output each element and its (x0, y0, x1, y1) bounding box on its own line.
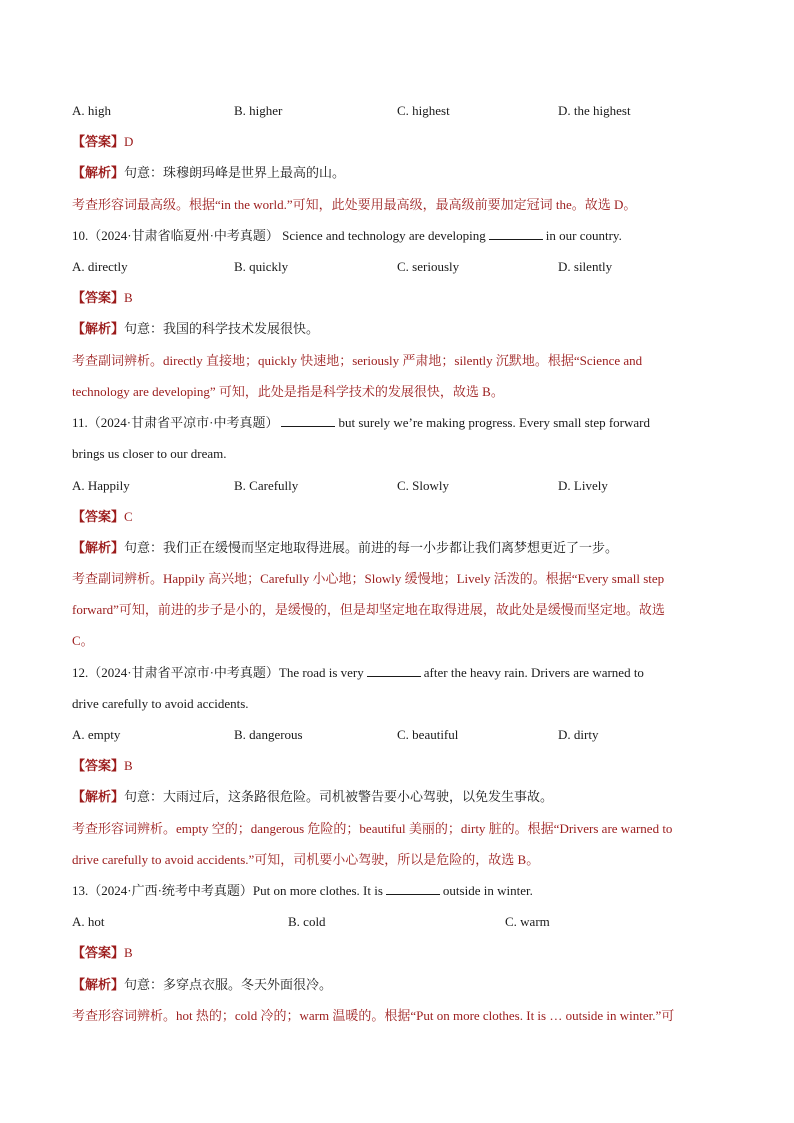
stem-pre: The road is very (278, 665, 364, 680)
question-source: （2024·甘肃省平凉市·中考真题） (87, 415, 279, 430)
q13-option-b: B. cold (288, 914, 326, 929)
answer-value: B (124, 290, 133, 305)
q11-option-c: C. Slowly (397, 478, 450, 493)
meaning-text: 句意：我国的科学技术发展很快。 (124, 321, 320, 336)
question-source: （2024·广西·统考中考真题） (88, 883, 253, 898)
analysis-tag: 【解析】 (72, 540, 125, 555)
q9-answer (72, 134, 133, 150)
q11-meaning (72, 540, 618, 556)
q12-stem-line2: drive carefully to avoid accidents. (72, 696, 249, 711)
q11-explain-1: 考查副词辨析。Happily 高兴地；Carefully 小心地；Slowly 缓慢地；Lively 活泼的。根据“Every small step (72, 571, 665, 586)
q11-option-d: D. Lively (558, 478, 608, 493)
question-number: 12. (72, 665, 89, 680)
answer-value: B (124, 945, 133, 960)
q12-option-b: B. dangerous (234, 727, 303, 742)
q13-stem (72, 883, 533, 899)
q11-explain-3: C。 (72, 633, 94, 648)
stem-pre: Put on more clothes. It is (252, 883, 383, 898)
question-number: 13. (72, 883, 89, 898)
q12-stem (72, 665, 644, 681)
q10-option-d: D. silently (558, 259, 613, 274)
answer-value: D (124, 134, 134, 149)
answer-tag: 【答案】 (72, 134, 125, 149)
q10-meaning (72, 321, 319, 337)
blank (386, 883, 440, 895)
meaning-text: 句意：我们正在缓慢而坚定地取得进展。前进的每一小步都让我们离梦想更近了一步。 (124, 540, 619, 555)
q13-meaning (72, 977, 332, 993)
stem-post: but surely we’re making progress. Every small step forward (338, 415, 651, 430)
question-source: （2024·甘肃省平凉市·中考真题） (88, 665, 279, 680)
q10-option-a: A. directly (72, 259, 128, 274)
q11-option-a: A. Happily (72, 478, 130, 493)
answer-tag: 【答案】 (72, 509, 125, 524)
stem-post: in our country. (545, 228, 622, 243)
q11-explain-2: forward”可知，前进的步子是小的，是缓慢的，但是却坚定地在取得进展，故此处是缓慢而坚定地。故选 (72, 602, 665, 617)
q13-option-c: C. warm (505, 914, 550, 929)
q13-option-a: A. hot (72, 914, 105, 929)
analysis-tag: 【解析】 (72, 165, 125, 180)
analysis-tag: 【解析】 (72, 977, 125, 992)
q11-stem (72, 415, 650, 431)
q11-answer (72, 509, 133, 525)
q11-option-b: B. Carefully (234, 478, 299, 493)
q9-option-c: C. highest (397, 103, 450, 118)
answer-tag: 【答案】 (72, 945, 125, 960)
q11-stem-line2: brings us closer to our dream. (72, 446, 227, 461)
meaning-text: 句意：大雨过后，这条路很危险。司机被警告要小心驾驶，以免发生事故。 (124, 789, 554, 804)
q13-explain-1: 考查形容词辨析。hot 热的；cold 冷的；warm 温暖的。根据“Put on more clothes. It is … outside in winter.”可 (72, 1008, 675, 1023)
stem-post: after the heavy rain. Drivers are warned to (423, 665, 644, 680)
q12-meaning (72, 789, 553, 805)
answer-value: C (124, 509, 133, 524)
blank (489, 228, 543, 240)
q10-answer (72, 290, 133, 306)
answer-tag: 【答案】 (72, 758, 125, 773)
analysis-tag: 【解析】 (72, 789, 125, 804)
q10-option-b: B. quickly (234, 259, 289, 274)
question-source: （2024·甘肃省临夏州·中考真题） (88, 228, 279, 243)
question-number: 11. (72, 415, 88, 430)
answer-tag: 【答案】 (72, 290, 125, 305)
q12-explain-2: drive carefully to avoid accidents.”可知，司机要小心驾驶，所以是危险的，故选 B。 (72, 852, 540, 867)
stem-post: outside in winter. (442, 883, 533, 898)
stem-pre: Science and technology are developing (282, 228, 486, 243)
question-number: 10. (72, 228, 89, 243)
answer-value: B (124, 758, 133, 773)
q9-option-b: B. higher (234, 103, 283, 118)
q12-answer (72, 758, 133, 774)
meaning-text: 句意：多穿点衣服。冬天外面很冷。 (124, 977, 333, 992)
q10-option-c: C. seriously (397, 259, 460, 274)
q9-option-a: A. high (72, 103, 111, 118)
q12-option-c: C. beautiful (397, 727, 459, 742)
q9-explain-1: 考查形容词最高级。根据“in the world.”可知，此处要用最高级，最高级前要加定冠词 the。故选 D。 (72, 197, 637, 212)
q9-option-d: D. the highest (558, 103, 631, 118)
q12-option-a: A. empty (72, 727, 121, 742)
blank (367, 665, 421, 677)
q12-explain-1: 考查形容词辨析。empty 空的；dangerous 危险的；beautiful 美丽的；dirty 脏的。根据“Drivers are warned to (72, 821, 673, 836)
analysis-tag: 【解析】 (72, 321, 125, 336)
meaning-text: 句意：珠穆朗玛峰是世界上最高的山。 (124, 165, 346, 180)
q10-explain-1: 考查副词辨析。directly 直接地；quickly 快速地；seriously 严肃地；silently 沉默地。根据“Science and (72, 353, 643, 368)
q12-option-d: D. dirty (558, 727, 599, 742)
q9-meaning (72, 165, 345, 181)
q10-explain-2: technology are developing” 可知，此处是指是科学技术的发展很快，故选 B。 (72, 384, 504, 399)
q13-answer (72, 945, 133, 961)
blank (281, 415, 335, 427)
q10-stem (72, 228, 622, 244)
